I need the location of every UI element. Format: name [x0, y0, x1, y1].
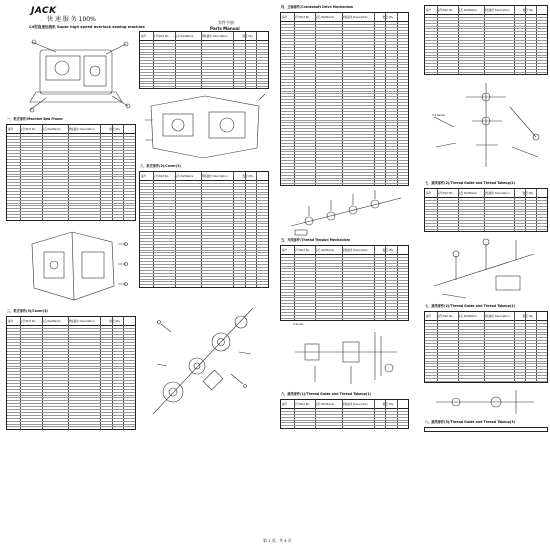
header-cell-name: 品名 PartName	[315, 249, 335, 252]
header-cell-name: 品名 PartName	[174, 175, 194, 178]
header-cell-no: 编号	[8, 320, 14, 323]
thread-guide-4-drawing	[426, 384, 544, 420]
header-cell-no: 编号	[141, 35, 147, 38]
section-title-4: 四、主轴部件/Crankshaft Drive Mechanism	[281, 5, 353, 9]
series-label-left: 3 Series	[293, 323, 304, 326]
slogan: 快 速 服 务 100%	[47, 16, 96, 23]
header-cell-qty: 数量 Qty	[242, 175, 253, 178]
header-cell-no: 编号	[282, 403, 288, 406]
table-row	[281, 315, 408, 319]
page-footer: 第 1 页，共 4 页	[263, 538, 292, 543]
catalog-title-en: Parts Manual	[210, 26, 240, 31]
section-title-5: 五、夹线部件/Thread Tension Mechanism	[281, 238, 350, 242]
thread-guide-2-drawing	[426, 77, 544, 173]
header-cell-name: 品名 PartName	[41, 320, 61, 323]
section-title-6: 六、挑线部件(1)/Thread Guide and Thread Takeup(1)	[281, 392, 371, 396]
header-cell-name: 品名 PartName	[315, 16, 335, 19]
header-cell-no: 编号	[141, 175, 147, 178]
table-row	[281, 181, 408, 185]
section-title-3: 三、机壳部件(2)/Cover(2)	[140, 164, 181, 168]
table-row	[425, 226, 547, 230]
table-row	[7, 214, 135, 218]
parts-table-2b	[139, 31, 269, 89]
header-cell-name: 品名 PartName	[315, 403, 335, 406]
parts-table-2	[6, 316, 136, 430]
machine-title: C4型高速包缝机 Super high speed overlock sewing machine	[29, 25, 145, 29]
table-row	[7, 424, 135, 428]
tension-drawing	[285, 186, 407, 238]
header-cell-desc: 规格描述 Description	[68, 128, 95, 131]
header-cell-name: 品名 PartName	[457, 9, 477, 12]
section-title-2: 二、机壳部件(3)/Cover(3)	[7, 309, 48, 313]
table-row	[140, 282, 268, 286]
parts-table-6	[280, 399, 409, 429]
series-label: 3.5 Series	[432, 114, 445, 117]
header-cell-desc: 规格描述 Description	[341, 16, 368, 19]
header-cell-part_no: 品号/Part No.	[19, 128, 37, 131]
brand-logo: JACK	[31, 6, 57, 16]
header-cell-desc: 规格描述 Description	[341, 403, 368, 406]
section-title-7: 七、挑线部件(2)/Thread Guide and Thread Takeup(2)	[425, 181, 515, 185]
parts-table-5	[280, 245, 409, 321]
header-cell-desc: 规格描述 Description	[483, 315, 510, 318]
header-cell-name: 品名 PartName	[41, 128, 61, 131]
header-cell-desc: 规格描述 Description	[68, 320, 95, 323]
header-cell-part_no: 品号/Part No.	[437, 315, 454, 318]
catalog-title-cn: 零件手册	[218, 20, 234, 25]
section-title-1: 一、机壳部件/Machine Bed Frame	[7, 117, 63, 121]
parts-table-7a	[424, 5, 548, 75]
parts-table-3	[139, 171, 269, 288]
header-cell-no: 编号	[426, 192, 432, 195]
header-cell-qty: 数量 Qty	[382, 403, 394, 406]
header-cell-desc: 规格描述 Description	[201, 35, 228, 38]
cover-2-drawing	[143, 90, 267, 162]
header-cell-desc: 规格描述 Description	[483, 9, 510, 12]
header-cell-name: 品名 PartName	[174, 35, 194, 38]
header-cell-name: 品名 PartName	[457, 192, 477, 195]
parts-table-8a	[424, 311, 548, 383]
header-cell-part_no: 品号/Part No.	[437, 192, 454, 195]
header-cell-qty: 数量 Qty	[382, 249, 394, 252]
table-row	[281, 423, 408, 427]
section-title-8a: 七、挑线部件(2)/Thread Guide and Thread Takeup(2)	[425, 304, 515, 308]
header-cell-no: 编号	[426, 9, 432, 12]
table-row	[140, 84, 268, 88]
thread-guide-3-drawing	[426, 236, 544, 304]
parts-table-7	[424, 188, 548, 232]
parts-table-8	[424, 427, 548, 432]
header-cell-qty: 数量 Qty	[522, 315, 534, 318]
header-cell-part_no: 品号/Part No.	[152, 35, 170, 38]
thread-guide-1-drawing	[285, 322, 407, 390]
header-cell-no: 编号	[8, 128, 14, 131]
header-cell-qty: 数量 Qty	[109, 320, 120, 323]
parts-table-4	[280, 12, 409, 186]
cover-3-drawing	[22, 224, 130, 308]
header-cell-part_no: 品号/Part No.	[19, 320, 37, 323]
header-cell-desc: 规格描述 Description	[483, 192, 510, 195]
machine-bed-drawing	[26, 32, 134, 114]
header-cell-part_no: 品号/Part No.	[152, 175, 170, 178]
section-title-8: 八、挑线部件(3)/Thread Guide and Thread Takeup(3)	[425, 420, 515, 424]
table-row	[425, 69, 547, 73]
header-cell-qty: 数量 Qty	[242, 35, 253, 38]
header-cell-no: 编号	[282, 249, 288, 252]
table-row	[425, 378, 547, 382]
header-cell-qty: 数量 Qty	[522, 9, 534, 12]
header-cell-part_no: 品号/Part No.	[293, 16, 310, 19]
header-cell-no: 编号	[282, 16, 288, 19]
header-cell-part_no: 品号/Part No.	[293, 249, 310, 252]
header-cell-desc: 规格描述 Description	[201, 175, 228, 178]
header-cell-part_no: 品号/Part No.	[293, 403, 310, 406]
parts-table-1	[6, 124, 136, 221]
header-cell-desc: 规格描述 Description	[341, 249, 368, 252]
header-cell-name: 品名 PartName	[457, 315, 477, 318]
header-cell-no: 编号	[426, 315, 432, 318]
header-cell-qty: 数量 Qty	[382, 16, 394, 19]
header-cell-qty: 数量 Qty	[109, 128, 120, 131]
header-cell-qty: 数量 Qty	[522, 192, 534, 195]
crankshaft-drawing	[143, 294, 267, 426]
header-cell-part_no: 品号/Part No.	[437, 9, 454, 12]
